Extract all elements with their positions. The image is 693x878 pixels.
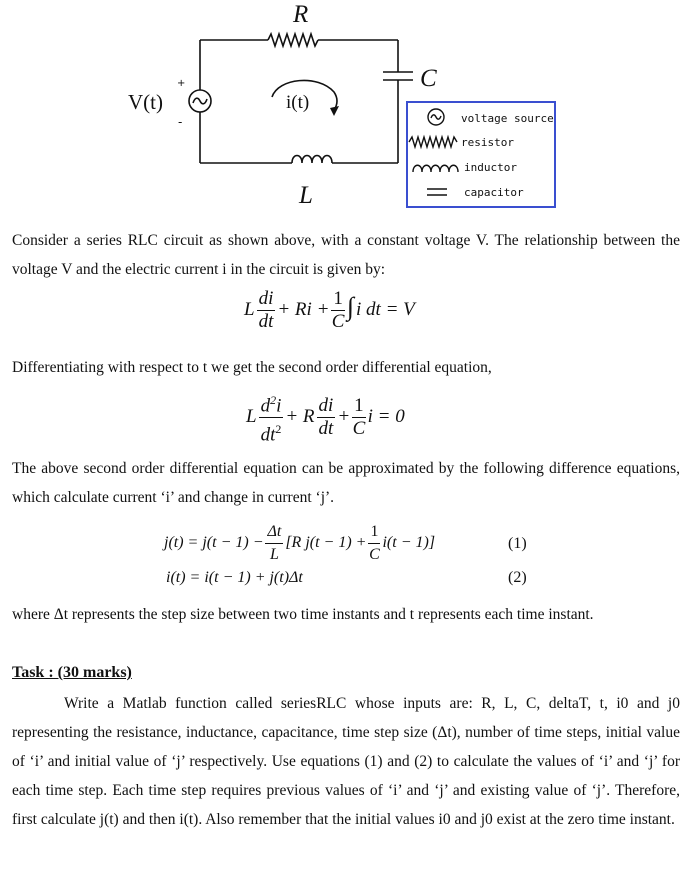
difference-equations-paragraph: The above second order differential equation can be approximated by the following difference equations, which calculate current ‘i’ and change in current ‘j’. [12, 460, 680, 506]
equation-second-order: L $\frac{d^2i}{dt^2}$ + R $\frac{di}{dt}$ + $\frac{1}{C}$ i = 0 [246, 389, 405, 447]
equation-1-number: (1) [508, 535, 527, 552]
task-description: Write a Matlab function called seriesRLC whose inputs are: R, L, C, deltaT, t, i0 and j0 representing the resistance, inductance, capacitance, time step size (Δt), number of time steps, initial value of ‘i’ and initial value of ‘j’ respectively. Use equations (1) and (2) to calculate the values of ‘i’ and ‘j’ for each time step. Each time step requires previous values of ‘i’ and ‘j’ and existing value of ‘j’. Therefore, first calculate j(t) and then i(t). Also remember that the initial values i0 and j0 exist at the zero time instant. [12, 695, 680, 828]
differentiation-paragraph: Differentiating with respect to t we get the second order differential equation, [12, 359, 492, 376]
resistor-label: R [293, 1, 309, 28]
legend-label-inductor: inductor [464, 161, 517, 174]
step-size-paragraph: where Δt represents the step size between two time instants and t represents each time instant. [12, 606, 594, 623]
equation-1: j(t) = j(t − 1) − $\frac{\Delta t}{L}$ [R j(t − 1) + $\frac{1}{C}$ i(t − 1)] [164, 523, 436, 563]
capacitor-label: C [420, 65, 437, 92]
inductor-symbol [292, 156, 332, 164]
equation-2: i(t) = i(t − 1) + j(t)Δt [166, 569, 303, 586]
legend-label-resistor: resistor [461, 136, 514, 149]
legend-label-voltage-source: voltage source [461, 112, 554, 125]
equation-2-number: (2) [508, 569, 527, 586]
task-title: Task : (30 marks) [12, 664, 132, 681]
minus-sign: - [178, 115, 183, 129]
plus-sign: + [177, 78, 186, 89]
rlc-circuit-diagram [0, 0, 693, 215]
equation-integral: L $\frac{di}{dt}$ + Ri + $\frac{1}{C}$ ∫ i dt = V [244, 288, 415, 332]
intro-paragraph: Consider a series RLC circuit as shown above, with a constant voltage V. The relationship between the voltage V and the electric current i in the circuit is given by: [12, 232, 680, 278]
voltage-label: V(t) [128, 90, 163, 114]
legend-label-capacitor: capacitor [464, 186, 524, 199]
legend [407, 102, 555, 207]
resistor-symbol [268, 34, 318, 46]
current-label: i(t) [286, 92, 310, 113]
inductor-label: L [299, 182, 313, 209]
